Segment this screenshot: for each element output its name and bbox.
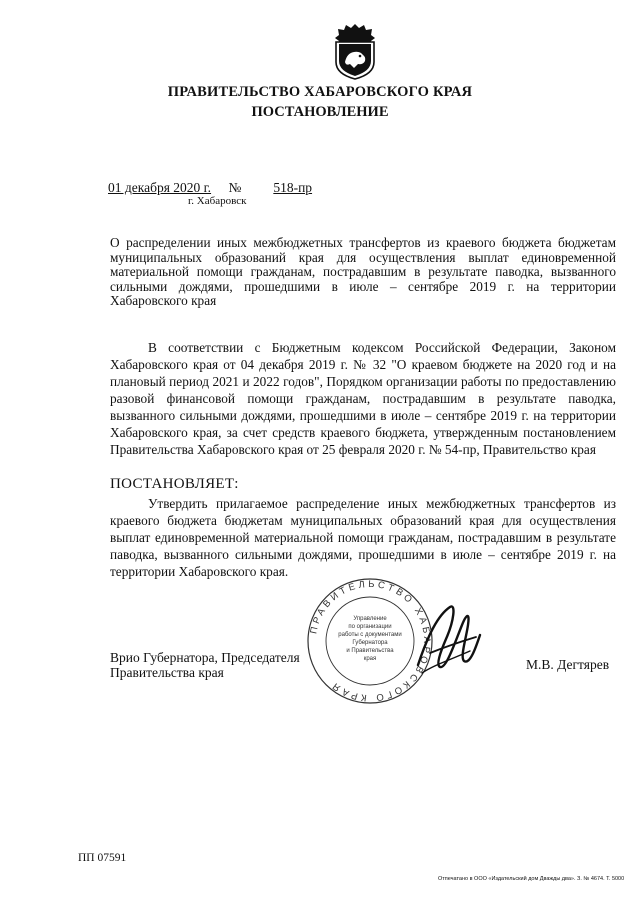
stamp-line: Губернатора: [352, 640, 388, 646]
number-sign: №: [228, 180, 242, 195]
signatory-position: [110, 650, 300, 680]
document-code: ПП 07591: [78, 852, 127, 864]
stamp-line: по организации: [348, 624, 392, 630]
stamp-line: работы с документами: [338, 632, 402, 638]
stamp-line: Управление: [353, 616, 387, 622]
decree-word: ПОСТАНОВЛЯЕТ:: [110, 476, 239, 492]
preamble-paragraph: В соответствии с Бюджетным кодексом Российской Федерации, Законом Хабаровского края от 04 декабря 2019 г. № 32 "О краевом бюджете на 2020 год и на плановый период 2021 и 2022 годов", Порядком организации работы по предоставлению разовой финансовой помощи гражданам, пострадавшим в результате паводка, вызванного сильными дождями, прошедшими в июле – сентябре 2019 г. на территории Хабаровского края, за счет средств краевого бюджета, утвержденным постановлением Правительства Хабаровского края от 25 февраля 2020 г. № 54-пр, Правительство края: [110, 340, 616, 457]
document-subject: [110, 236, 616, 309]
government-title: ПРАВИТЕЛЬСТВО ХАБАРОВСКОГО КРАЯ: [167, 84, 473, 100]
stamp-line: и Правительства: [346, 648, 394, 654]
handwritten-signature: [410, 595, 490, 685]
document-date: 01 декабря 2020 г.: [108, 180, 212, 195]
stamp-ring-text: ПРАВИТЕЛЬСТВО ХАБАРОВСКОГО КРАЯ: [308, 578, 433, 704]
signatory-name: М.В. Дегтярев: [526, 657, 610, 672]
subject-text: О распределении иных межбюджетных трансфертов из краевого бюджета бюджетам муниципальных образований края для осуществления выплат единовременной материальной помощи гражданам, пострадавшим в результате паводка, вызванного сильными дождями, прошедшими в июле – сентябре 2019 г. на территории Хабаровского края: [110, 235, 616, 309]
coat-of-arms-emblem: [330, 22, 380, 80]
position-line-2: Правительства края: [110, 665, 224, 680]
date-number-line: [108, 180, 341, 196]
resolution-paragraph: Утвердить прилагаемое распределение иных межбюджетных трансфертов из краевого бюджета бюджетам муниципальных образований края для осуществления выплат единовременной материальной помощи гражданам, пострадавшим в результате паводка, вызванного сильными дождями, прошедшими в июле – сентябре 2019 г. на территории Хабаровского края.: [110, 496, 616, 579]
printer-note: Отпечатано в ООО «Издательский дом Дважды два». З. № 4674. Т. 5000: [438, 876, 625, 882]
position-line-1: Врио Губернатора, Председателя: [110, 650, 300, 665]
document-number: 518-пр: [273, 180, 313, 195]
stamp-line: края: [363, 656, 377, 662]
document-type-title: ПОСТАНОВЛЕНИЕ: [251, 104, 389, 120]
city-name: г. Хабаровск: [188, 195, 247, 207]
